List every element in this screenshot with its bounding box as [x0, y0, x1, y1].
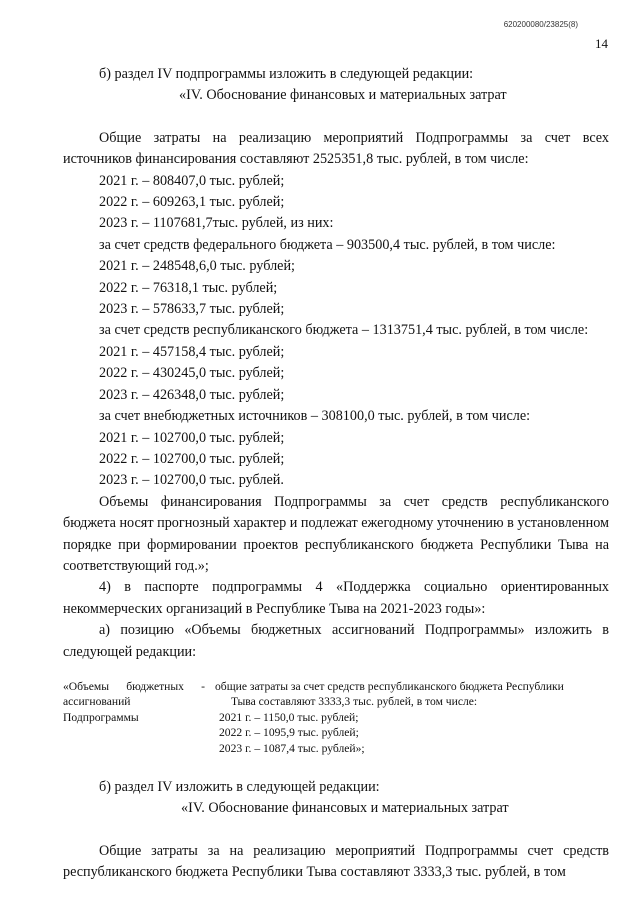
federal-budget-line: за счет средств федерального бюджета – 903500,4 тыс. рублей, в том числе: [99, 236, 556, 253]
table-year-2021: 2021 г. – 1150,0 тыс. рублей; [219, 710, 359, 724]
federal-2021: 2021 г. – 248548,6,0 тыс. рублей; [99, 258, 295, 275]
extrabudgetary-2022: 2022 г. – 102700,0 тыс. рублей; [99, 450, 285, 467]
federal-2022: 2022 г. – 76318,1 тыс. рублей; [99, 279, 278, 296]
table-year-2022: 2022 г. – 1095,9 тыс. рублей; [219, 726, 359, 740]
extrabudgetary-2023: 2023 г. – 102700,0 тыс. рублей. [99, 472, 284, 489]
republican-2022: 2022 г. – 430245,0 тыс. рублей; [99, 365, 285, 382]
total-2023: 2023 г. – 1107681,7тыс. рублей, из них: [99, 215, 334, 232]
table-right-sub: Тыва составляют 3333,3 тыс. рублей, в том числе: [231, 695, 478, 709]
extrabudgetary-2021: 2021 г. – 102700,0 тыс. рублей; [99, 429, 285, 446]
extrabudgetary-line: за счет внебюджетных источников – 308100,0 тыс. рублей, в том числе: [99, 408, 531, 425]
total-2022: 2022 г. – 609263,1 тыс. рублей; [99, 194, 285, 211]
republican-budget-line: за счет средств республиканского бюджета – 1313751,4 тыс. рублей, в том числе: [99, 322, 589, 339]
final-costs-paragraph: Общие затраты за на реализацию мероприятий Подпрограммы счет средств республиканского бюджета Республики Тыва составляют 3333,3 тыс. рублей, в том [63, 842, 609, 881]
table-right-cell [215, 679, 609, 756]
section-iv-heading: «IV. Обоснование финансовых и материальных затрат [179, 87, 507, 104]
volumes-paragraph: Объемы финансирования Подпрограммы за счет средств республиканского бюджета носят прогнозный характер и подлежат ежегодному уточнению в установленном порядке при формировании проектов республиканского бюджета Республики Тыва на соответствующий год.»; [63, 493, 609, 574]
table-year-2023: 2023 г. – 1087,4 тыс. рублей»; [219, 741, 365, 755]
section-iv-heading-2: «IV. Обоснование финансовых и материальных затрат [181, 800, 509, 817]
republican-2023: 2023 г. – 426348,0 тыс. рублей; [99, 386, 285, 403]
table-right-main: общие затраты за счет средств республиканского бюджета Республики [215, 679, 564, 693]
section-b2-instruction: б) раздел IV изложить в следующей редакции: [99, 779, 380, 795]
document-body [63, 64, 609, 884]
budget-allocation-table [63, 679, 609, 756]
section-b-instruction: б) раздел IV подпрограммы изложить в следующей редакции: [99, 66, 474, 82]
total-2021: 2021 г. – 808407,0 тыс. рублей; [99, 172, 285, 189]
total-costs-paragraph: Общие затраты на реализацию мероприятий Подпрограммы за счет всех источников финансирования составляют 2525351,8 тыс. рублей, в том числе: [63, 129, 609, 168]
table-left-cell: «Объемы бюджетных - ассигнований Подпрограммы [63, 679, 205, 724]
document-id: 620200080/23825(8) [503, 20, 578, 29]
republican-2021: 2021 г. – 457158,4 тыс. рублей; [99, 343, 285, 360]
item-4-paragraph: 4) в паспорте подпрограммы 4 «Поддержка социально ориентированных некоммерческих организаций в Республике Тыва на 2021-2023 годы»: [63, 579, 609, 617]
page-number: 14 [595, 36, 608, 51]
item-4a-paragraph: а) позицию «Объемы бюджетных ассигнований Подпрограммы» изложить в следующей редакции: [63, 622, 609, 660]
federal-2023: 2023 г. – 578633,7 тыс. рублей; [99, 301, 285, 318]
